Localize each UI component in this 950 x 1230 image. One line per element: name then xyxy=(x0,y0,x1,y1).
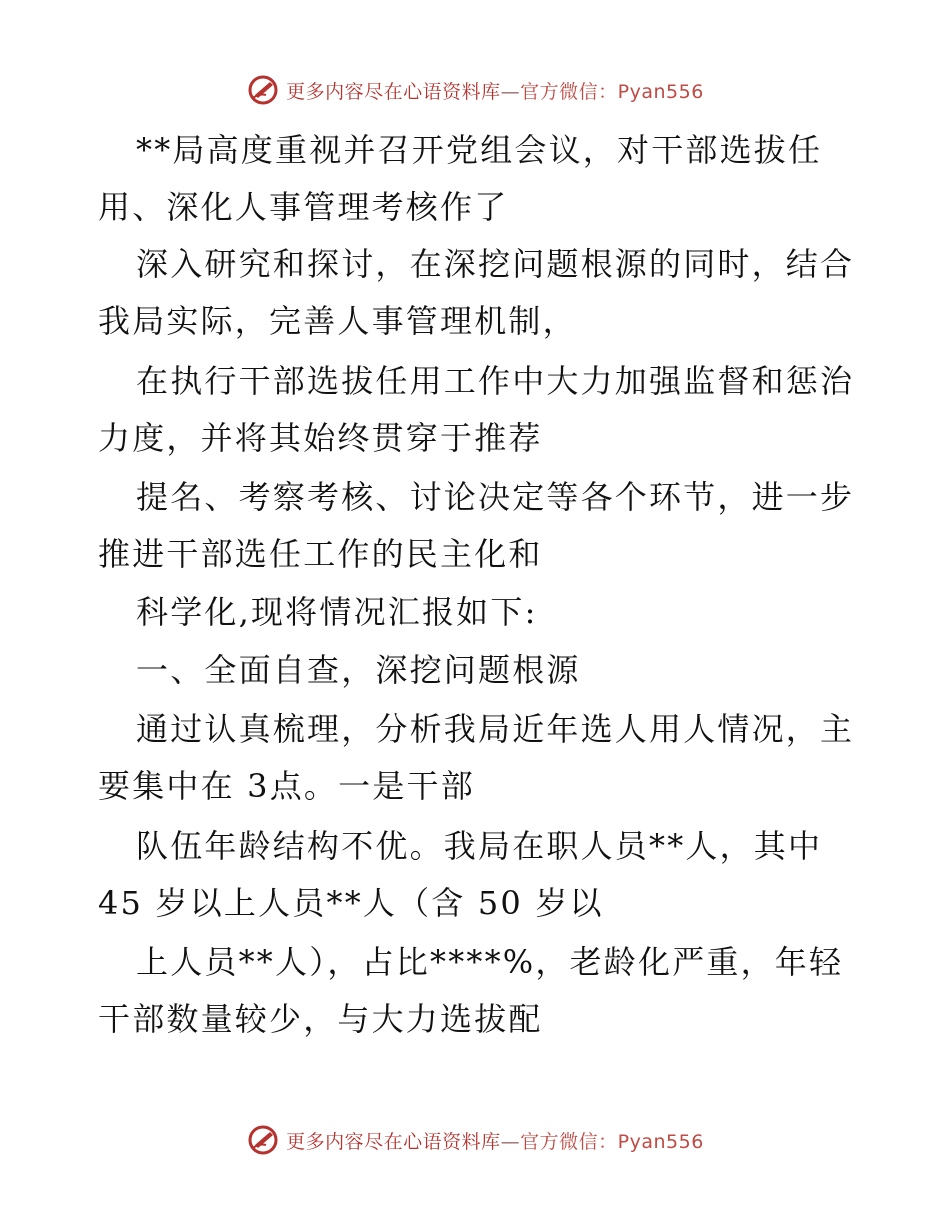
logo-icon xyxy=(246,73,280,107)
text-line: 力度，并将其始终贯穿于推荐 xyxy=(98,419,543,457)
watermark-text xyxy=(286,77,704,104)
text-line: 45 岁以上人员**人（含 50 岁以 xyxy=(98,884,604,922)
watermark-separator: — xyxy=(500,80,521,103)
text-line: 通过认真梳理，分析我局近年选人用人情况，主 xyxy=(136,710,855,748)
watermark-wechat: 官方微信：Pyan556 xyxy=(520,80,704,103)
watermark-separator: — xyxy=(500,1130,521,1153)
text-line: 科学化,现将情况汇报如下: xyxy=(136,593,538,631)
watermark-text xyxy=(286,1127,704,1154)
text-line: 队伍年龄结构不优。我局在职人员**人，其中 xyxy=(136,827,823,865)
watermark-wechat: 官方微信：Pyan556 xyxy=(520,1130,704,1153)
text-line: 用、深化人事管理考核作了 xyxy=(98,188,509,226)
header-watermark xyxy=(0,70,950,110)
logo-icon xyxy=(246,1123,280,1157)
text-line: 我局实际，完善人事管理机制， xyxy=(98,302,577,340)
footer-watermark xyxy=(0,1120,950,1160)
text-line: **局高度重视并召开党组会议，对干部选拔任 xyxy=(136,131,823,169)
text-line: 上人员**人），占比****%，老龄化严重，年轻 xyxy=(136,943,844,981)
text-line: 干部数量较少，与大力选拔配 xyxy=(98,1000,543,1038)
text-line: 在执行干部选拔任用工作中大力加强监督和惩治 xyxy=(136,362,855,400)
watermark-main: 更多内容尽在心语资料库 xyxy=(286,80,501,103)
text-line: 提名、考察考核、讨论决定等各个环节，进一步 xyxy=(136,478,855,516)
text-line: 推进干部选任工作的民主化和 xyxy=(98,535,543,573)
text-line: 深入研究和探讨，在深挖问题根源的同时，结合 xyxy=(136,245,855,283)
watermark-main: 更多内容尽在心语资料库 xyxy=(286,1130,501,1153)
section-heading: 一、全面自查，深挖问题根源 xyxy=(136,651,581,689)
text-line: 要集中在 3点。一是干部 xyxy=(98,767,475,805)
